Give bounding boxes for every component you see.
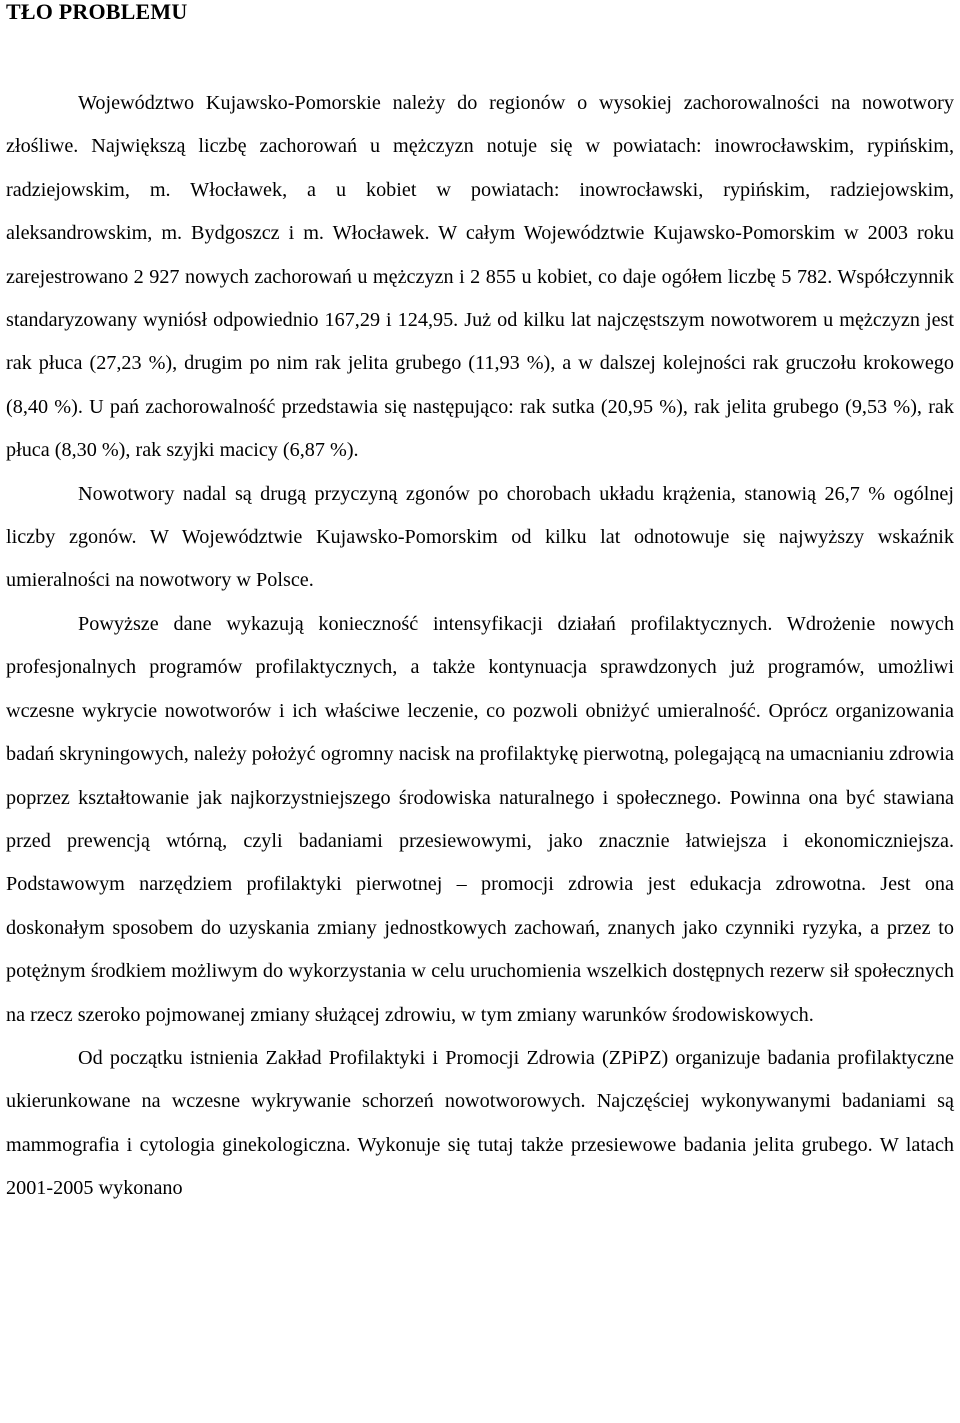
paragraph-mortality: Nowotwory nadal są drugą przyczyną zgonów po chorobach układu krążenia, stanowią 26,7 % ogólnej liczby zgonów. W Województwie Kujawsko-Pomorskim od kilku lat odnotowuje się najwyższy wskaźnik umieralności na nowotwory w Polsce. (6, 482, 954, 592)
section-heading: TŁO PROBLEMU (6, 0, 188, 24)
paragraph-incidence: Województwo Kujawsko-Pomorskie należy do regionów o wysokiej zachorowalności na nowotwory złośliwe. Największą liczbę zachorowań u mężczyzn notuje się w powiatach: inowrocławskim, rypińskim, radziejowskim, m. Włocławek, a u kobiet w powiatach: inowrocławski, rypińskim, radziejowskim, aleksandrowskim, m. Bydgoszcz i m. Włocławek. W całym Województwie Kujawsko-Pomorskim w 2003 roku zarejestrowano 2 927 nowych zachorowań u mężczyzn i 2 855 u kobiet, co daje ogółem liczbę 5 782. Współczynnik standaryzowany wyniósł odpowiednio 167,29 i 124,95. Już od kilku lat najczęstszym nowotworem u mężczyzn jest rak płuca (27,23 %), drugim po nim rak jelita grubego (11,93 %), a w dalszej kolejności rak gruczołu krokowego (8,40 %). U pań zachorowalność przedstawia się następująco: rak sutka (20,95 %), rak jelita grubego (9,53 %), rak płuca (8,30 %), rak szyjki macicy (6,87 %). (6, 92, 954, 462)
document-page (6, 0, 954, 1211)
paragraph-zpipz: Od początku istnienia Zakład Profilaktyki i Promocji Zdrowia (ZPiPZ) organizuje badania profilaktyczne ukierunkowane na wczesne wykrywanie schorzeń nowotworowych. Najczęściej wykonywanymi badaniami są mammografia i cytologia ginekologiczna. Wykonuje się tutaj także przesiewowe badania jelita grubego. W latach 2001-2005 wykonano (6, 1046, 954, 1200)
paragraph-prevention: Powyższe dane wykazują konieczność intensyfikacji działań profilaktycznych. Wdrożenie nowych profesjonalnych programów profilaktycznych, a także kontynuacja sprawdzonych już programów, umożliwi wczesne wykrycie nowotworów i ich właściwe leczenie, co pozwoli obniżyć umieralność. Oprócz organizowania badań skryningowych, należy położyć ogromny nacisk na profilaktykę pierwotną, polegającą na umacnianiu zdrowia poprzez kształtowanie jak najkorzystniejszego środowiska naturalnego i społecznego. Powinna ona być stawiana przed prewencją wtórną, czyli badaniami przesiewowymi, jako znacznie łatwiejsza i ekonomiczniejsza. Podstawowym narzędziem profilaktyki pierwotnej – promocji zdrowia jest edukacja zdrowotna. Jest ona doskonałym sposobem do uzyskania zmiany jednostkowych zachowań, znanych jako czynniki ryzyka, a przez to potężnym środkiem możliwym do wykorzystania w celu uruchomienia wszelkich dostępnych rezerw sił społecznych na rzecz szeroko pojmowanej zmiany służącej zdrowiu, w tym zmiany warunków środowiskowych. (6, 612, 954, 1026)
